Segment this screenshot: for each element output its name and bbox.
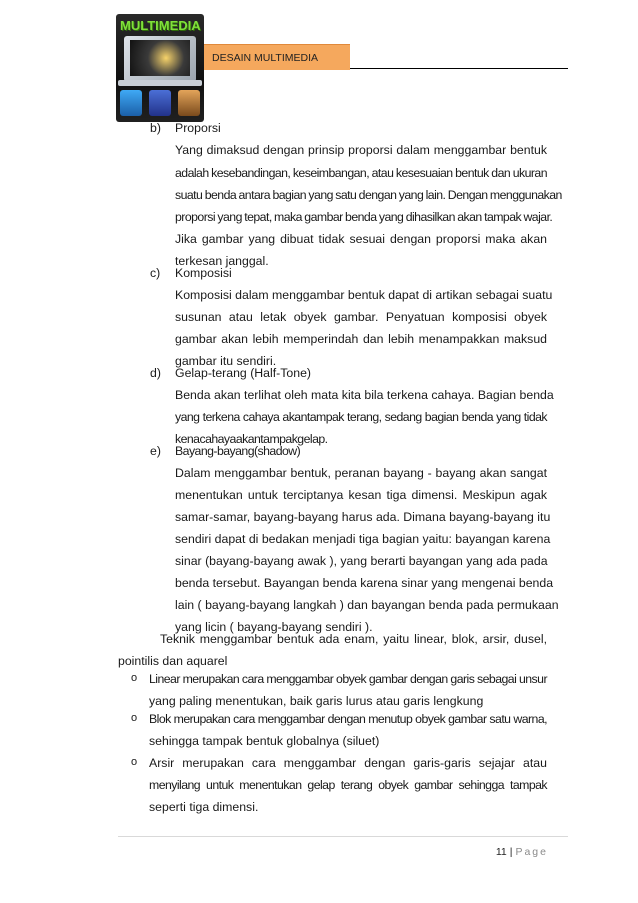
text-line: Komposisi (175, 266, 232, 280)
text-line: yang licin ( bayang-bayang sendiri ). (175, 620, 373, 634)
logo-wordmark: MULTIMEDIA (120, 18, 201, 33)
text-line: susunan atau letak obyek gambar. Penyatuan komposisi obyek (175, 310, 547, 324)
bullet-marker: o (131, 672, 138, 684)
text-line: Gelap-terang (Half-Tone) (175, 366, 312, 380)
text-line: Proporsi (175, 121, 221, 135)
text-line: yang paling menentukan, baik garis lurus atau garis lengkung (149, 694, 484, 708)
text-line: Teknik menggambar bentuk ada enam, yaitu linear, blok, arsir, dusel, (160, 632, 547, 646)
list-label: e) (150, 444, 161, 458)
text-line: lain ( bayang-bayang langkah ) dan bayangan benda pada permukaan (175, 598, 559, 612)
list-label: d) (150, 366, 161, 380)
text-line: yang terkena cahaya akantampak terang, sedang bagian benda yang tidak (175, 410, 547, 424)
text-line: menyilang untuk menentukan gelap terang obyek gambar sehingga tampak (149, 778, 547, 792)
text-line: gambar itu sendiri. (175, 354, 277, 368)
text-line: kenacahayaakantampakgelap. (175, 432, 328, 446)
laptop-icon (124, 36, 196, 82)
photo-icon (178, 90, 200, 116)
text-line: benda tersebut. Bayangan benda karena sinar yang mengenai benda (175, 576, 554, 590)
music-note-icon (120, 90, 142, 116)
footer-separator: | (509, 846, 513, 858)
bullet-marker: o (131, 756, 138, 768)
text-line: Blok merupakan cara menggambar dengan menutup obyek gambar satu warna, (149, 712, 547, 726)
text-line: menentukan untuk terciptanya kesan tiga dimensi. Meskipun agak (175, 488, 547, 502)
text-line: gambar akan lebih memperindah dan lebih menampakkan maksud (175, 332, 547, 346)
text-line: Arsir merupakan cara menggambar dengan garis-garis sejajar atau (149, 756, 547, 770)
multimedia-logo (116, 14, 204, 122)
film-clapper-icon (149, 90, 171, 116)
text-line: Yang dimaksud dengan prinsip proporsi dalam menggambar bentuk (175, 143, 547, 157)
text-line: Dalam menggambar bentuk, peranan bayang - bayang akan sangat (175, 466, 547, 480)
footer-rule (118, 836, 568, 837)
list-label: c) (150, 266, 161, 280)
text-line: terkesan janggal. (175, 254, 269, 268)
text-line: Bayang-bayang(shadow) (175, 444, 301, 458)
text-line: Jika gambar yang dibuat tidak sesuai dengan proporsi maka akan (175, 232, 547, 246)
text-line: proporsi yang tepat, maka gambar benda yang dihasilkan akan tampak wajar. (175, 210, 553, 224)
text-line: seperti tiga dimensi. (149, 800, 259, 814)
page-number: 11 (495, 846, 507, 858)
list-label: b) (150, 121, 161, 135)
page-label: Page (515, 846, 548, 858)
text-line: sinar (bayang-bayang awak ), yang berarti bayangan yang ada pada (175, 554, 548, 568)
text-line: Komposisi dalam menggambar bentuk dapat di artikan sebagai suatu (175, 288, 553, 302)
page-footer (470, 846, 548, 858)
text-line: Linear merupakan cara menggambar obyek gambar dengan garis sebagai unsur (149, 672, 547, 686)
text-line: pointilis dan aquarel (118, 654, 228, 668)
header-title: DESAIN MULTIMEDIA (204, 44, 350, 70)
header-rule (350, 68, 568, 69)
text-line: samar-samar, bayang-bayang harus ada. Dimana bayang-bayang itu (175, 510, 551, 524)
text-line: suatu benda antara bagian yang satu dengan yang lain. Dengan menggunakan (175, 188, 562, 202)
bullet-marker: o (131, 712, 138, 724)
text-line: sendiri dapat di bedakan menjadi tiga bagian yaitu: bayangan karena (175, 532, 551, 546)
text-line: adalah kesebandingan, keseimbangan, atau kesesuaian bentuk dan ukuran (175, 166, 547, 180)
text-line: sehingga tampak bentuk globalnya (siluet) (149, 734, 380, 748)
text-line: Benda akan terlihat oleh mata kita bila terkena cahaya. Bagian benda (175, 388, 554, 402)
